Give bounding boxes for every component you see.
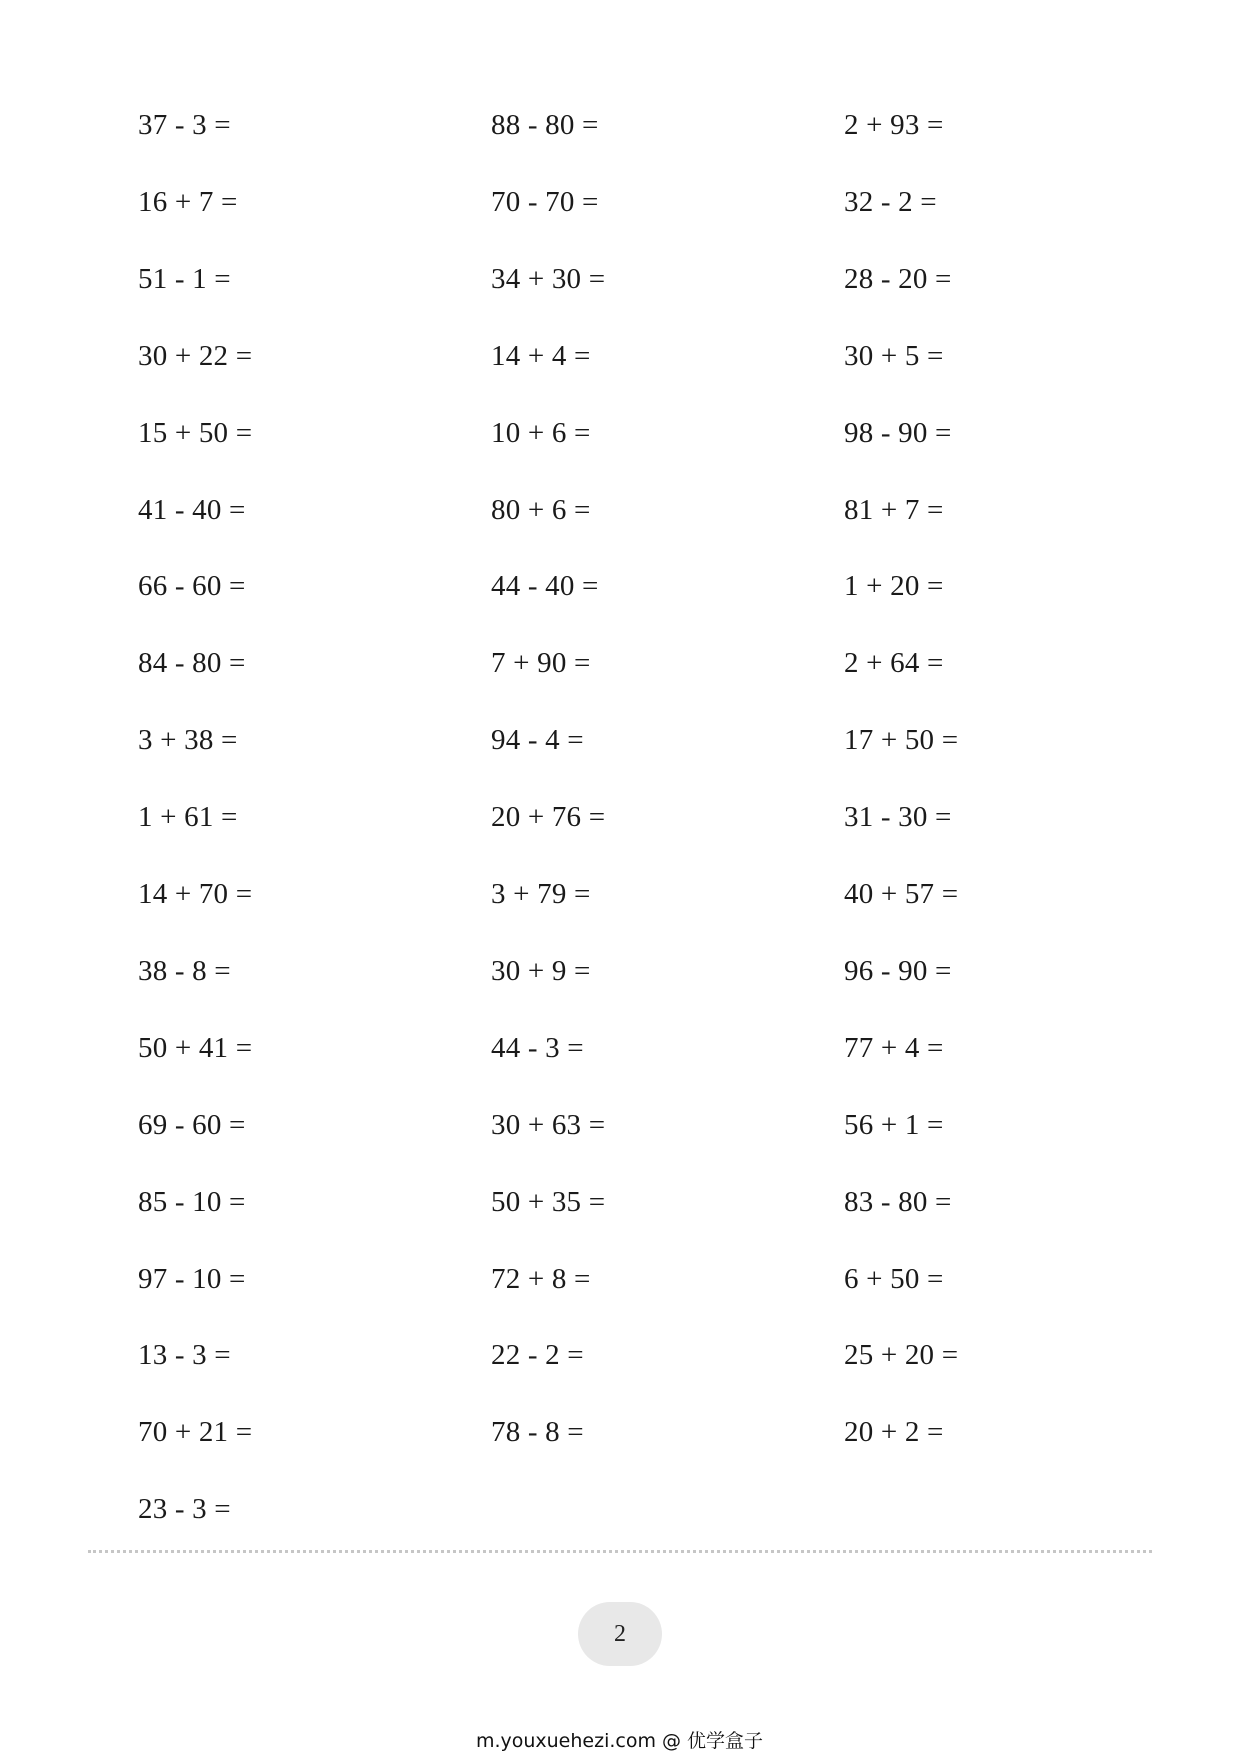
math-problem: 14 + 4 = <box>491 339 591 372</box>
math-problem: 85 - 10 = <box>138 1185 246 1218</box>
math-problem: 50 + 41 = <box>138 1031 253 1064</box>
math-problem: 80 + 6 = <box>491 493 591 526</box>
math-problem: 41 - 40 = <box>138 493 246 526</box>
math-problem: 17 + 50 = <box>844 724 959 757</box>
math-problem: 30 + 9 = <box>491 954 591 987</box>
math-problem: 14 + 70 = <box>138 878 253 910</box>
math-problem: 31 - 30 = <box>844 801 952 834</box>
page-number-badge: 2 <box>578 1602 662 1666</box>
math-problem: 50 + 35 = <box>491 1185 606 1218</box>
math-problem: 10 + 6 = <box>491 416 591 449</box>
math-problem: 3 + 38 = <box>138 724 238 757</box>
math-problem: 37 - 3 = <box>138 109 231 141</box>
math-problem: 34 + 30 = <box>491 262 606 295</box>
math-problem: 15 + 50 = <box>138 416 253 449</box>
math-problem: 69 - 60 = <box>138 1108 246 1141</box>
math-problem: 20 + 2 = <box>844 1416 944 1449</box>
math-problem: 94 - 4 = <box>491 724 584 757</box>
math-problem: 23 - 3 = <box>138 1493 231 1526</box>
math-problem: 1 + 61 = <box>138 801 238 834</box>
math-problem: 1 + 20 = <box>844 570 944 603</box>
math-problem: 7 + 90 = <box>491 647 591 680</box>
math-problem: 81 + 7 = <box>844 493 944 526</box>
math-problem: 30 + 22 = <box>138 339 253 372</box>
math-problem: 84 - 80 = <box>138 647 246 680</box>
math-problem: 28 - 20 = <box>844 262 952 295</box>
math-problem: 44 - 40 = <box>491 570 599 603</box>
math-problem: 88 - 80 = <box>491 109 599 141</box>
math-problem: 30 + 63 = <box>491 1108 606 1141</box>
math-problem: 2 + 64 = <box>844 647 944 680</box>
math-problem: 72 + 8 = <box>491 1262 591 1295</box>
math-problem: 77 + 4 = <box>844 1031 944 1064</box>
math-problem: 51 - 1 = <box>138 262 231 295</box>
math-problem: 78 - 8 = <box>491 1416 584 1449</box>
math-problem: 70 + 21 = <box>138 1416 253 1449</box>
math-problem: 3 + 79 = <box>491 878 591 910</box>
math-problem: 96 - 90 = <box>844 954 952 987</box>
math-problem: 66 - 60 = <box>138 570 246 603</box>
math-problem: 98 - 90 = <box>844 416 952 449</box>
math-problem: 13 - 3 = <box>138 1339 231 1372</box>
dotted-divider <box>88 1550 1152 1553</box>
math-problem: 22 - 2 = <box>491 1339 584 1372</box>
math-problem: 32 - 2 = <box>844 185 937 218</box>
math-problem: 16 + 7 = <box>138 185 238 218</box>
math-problem: 70 - 70 = <box>491 185 599 218</box>
footer-site-credit: m.youxuehezi.com @ 优学盒子 <box>475 1730 764 1752</box>
math-problem: 40 + 57 = <box>844 878 959 910</box>
math-problem: 83 - 80 = <box>844 1185 952 1218</box>
math-problem: 97 - 10 = <box>138 1262 246 1295</box>
math-problem: 56 + 1 = <box>844 1108 944 1141</box>
math-problem: 2 + 93 = <box>844 109 944 141</box>
math-problem: 25 + 20 = <box>844 1339 959 1372</box>
math-problem: 6 + 50 = <box>844 1262 944 1295</box>
math-problem: 44 - 3 = <box>491 1031 584 1064</box>
math-problem: 30 + 5 = <box>844 339 944 372</box>
math-problem: 38 - 8 = <box>138 954 231 987</box>
math-problem: 20 + 76 = <box>491 801 606 834</box>
